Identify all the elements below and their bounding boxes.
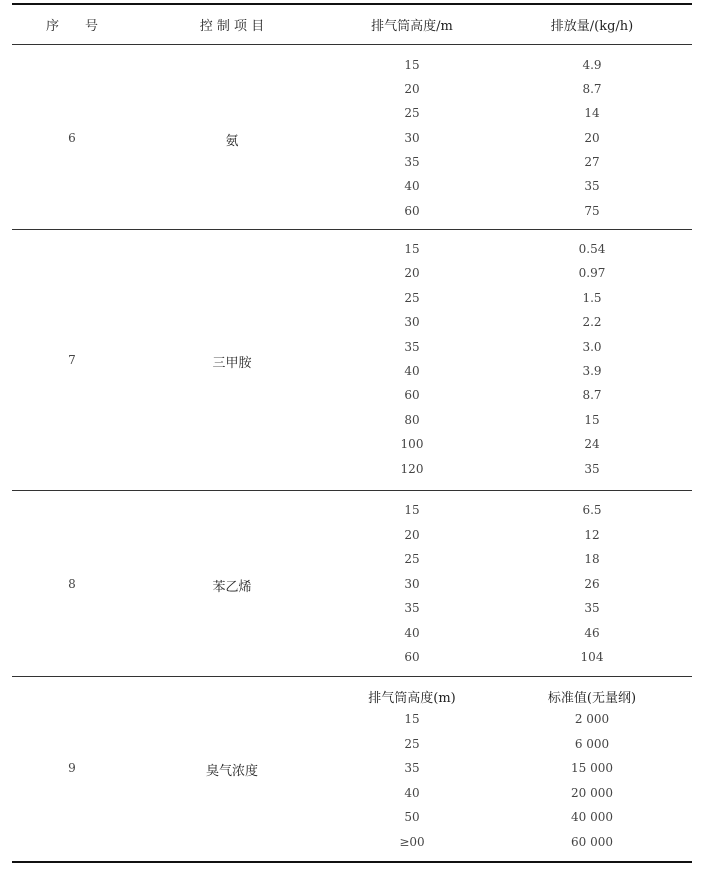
table-row-height: 40	[404, 364, 420, 378]
table-row-rate: 4.9	[582, 58, 602, 72]
group-item-name: 氨	[225, 134, 239, 149]
header-stack-height: 排气筒高度/m	[371, 19, 453, 34]
table-row-height: 15	[404, 242, 420, 256]
table-row-height: 120	[400, 462, 424, 476]
table-row-height: 60	[404, 204, 420, 218]
table-row-rate: 8.7	[582, 82, 602, 96]
header-control-item: 控 制 项 目	[199, 19, 265, 34]
table-row-height: 30	[404, 315, 420, 329]
table-row-height: 40	[404, 179, 420, 193]
table-row-rate: 26	[584, 577, 600, 591]
table-row-rate: 40 000	[571, 810, 613, 824]
table-row-height: 20	[404, 528, 420, 542]
table-row-rate: 0.54	[578, 242, 606, 256]
table-row-rate: 3.9	[582, 364, 602, 378]
table-row-height: 25	[404, 737, 420, 751]
table-row-rate: 2.2	[582, 315, 602, 329]
table-row-height: 35	[404, 601, 420, 615]
table-row-height: 35	[404, 761, 420, 775]
table-bottom-rule	[12, 861, 692, 863]
table-row-height: 30	[404, 577, 420, 591]
header-serial: 序 号	[45, 19, 98, 34]
table-row-height: 15	[404, 58, 420, 72]
table-row-rate: 0.97	[578, 266, 606, 280]
table-row-height: 25	[404, 106, 420, 120]
table-row-height: 80	[404, 413, 420, 427]
group-item-name: 苯乙烯	[212, 580, 252, 595]
table-row-rate: 3.0	[582, 340, 602, 354]
group-serial: 7	[68, 353, 76, 367]
table-row-rate: 6 000	[574, 737, 610, 751]
table-row-height: 35	[404, 155, 420, 169]
group-item-name: 臭气浓度	[205, 764, 258, 779]
table-row-height: 100	[400, 437, 424, 451]
table-row-height: 60	[404, 388, 420, 402]
table-row-height: 30	[404, 131, 420, 145]
table-row-height: 40	[404, 626, 420, 640]
table-row-height: 25	[404, 552, 420, 566]
table-row-height: 20	[404, 82, 420, 96]
table-row-rate: 35	[584, 601, 600, 615]
table-row-rate: 18	[584, 552, 600, 566]
group-serial: 8	[68, 577, 76, 591]
table-row-rate: 60 000	[571, 835, 613, 849]
table-row-rate: 24	[584, 437, 600, 451]
subheader-stack-height: 排气筒高度(m)	[368, 691, 456, 706]
group-divider	[12, 229, 692, 230]
table-row-rate: 75	[584, 204, 600, 218]
group-serial: 9	[68, 761, 76, 775]
table-row-height: 25	[404, 291, 420, 305]
table-row-rate: 20	[584, 131, 600, 145]
table-row-height: 15	[404, 712, 420, 726]
table-row-rate: 14	[584, 106, 600, 120]
group-divider	[12, 676, 692, 677]
table-row-rate: 35	[584, 179, 600, 193]
table-row-height: 20	[404, 266, 420, 280]
table-row-height: 60	[404, 650, 420, 664]
table-row-height: 40	[404, 786, 420, 800]
table-row-rate: 27	[584, 155, 600, 169]
table-top-rule	[12, 3, 692, 5]
table-row-rate: 15 000	[571, 761, 613, 775]
table-row-height: 50	[404, 810, 420, 824]
table-row-height: 35	[404, 340, 420, 354]
group-item-name: 三甲胺	[212, 356, 252, 371]
table-row-height: 15	[404, 503, 420, 517]
table-row-rate: 15	[584, 413, 600, 427]
table-row-rate: 104	[580, 650, 604, 664]
table-row-rate: 20 000	[571, 786, 613, 800]
table-row-rate: 12	[584, 528, 600, 542]
header-emission-rate: 排放量/(kg/h)	[550, 19, 634, 34]
table-row-rate: 8.7	[582, 388, 602, 402]
table-row-rate: 1.5	[582, 291, 602, 305]
table-row-rate: 35	[584, 462, 600, 476]
table-row-height: ≥00	[399, 835, 425, 849]
group-divider	[12, 490, 692, 491]
table-row-rate: 46	[584, 626, 600, 640]
header-bottom-rule	[12, 44, 692, 45]
group-serial: 6	[68, 131, 76, 145]
table-row-rate: 6.5	[582, 503, 602, 517]
table-row-rate: 2 000	[574, 712, 610, 726]
subheader-standard-value: 标准值(无量纲)	[547, 691, 637, 706]
